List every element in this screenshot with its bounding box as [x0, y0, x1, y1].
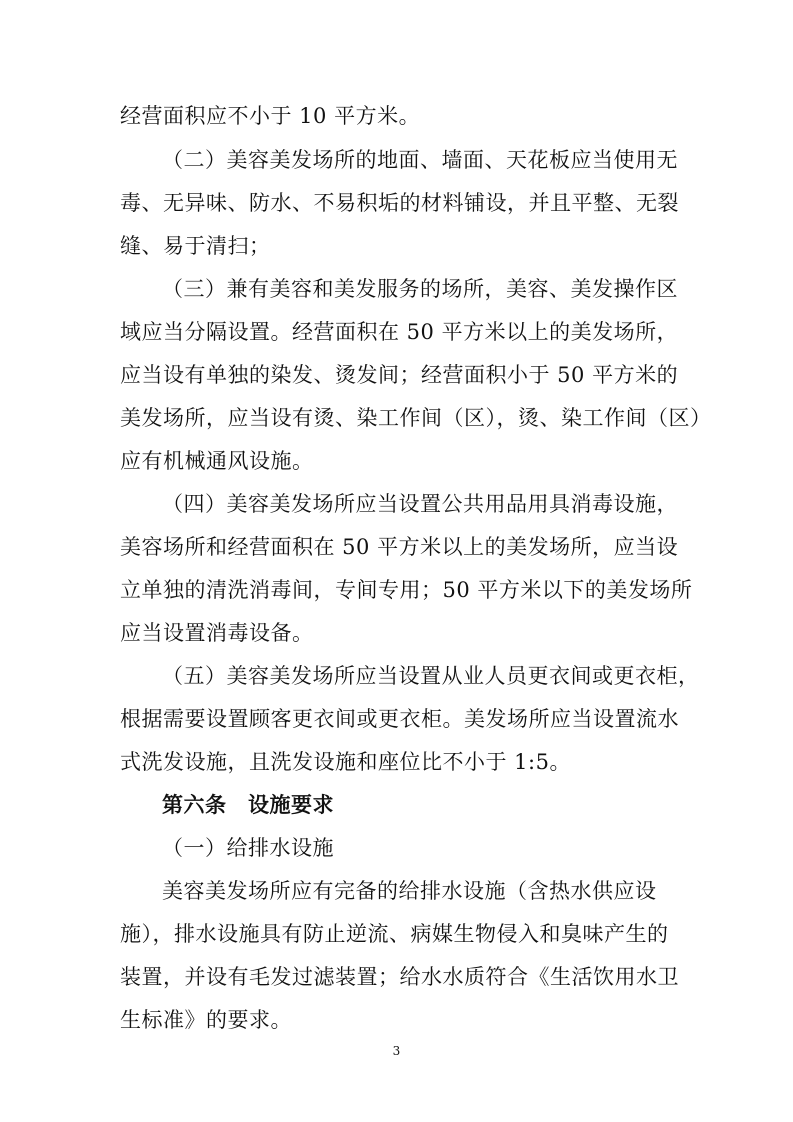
text-line: 装置，并设有毛发过滤装置；给水水质符合《生活饮用水卫 [120, 965, 679, 989]
text-line: （三）兼有美容和美发服务的场所，美容、美发操作区 [162, 277, 678, 301]
text-line: 毒、无异味、防水、不易积垢的材料铺设，并且平整、无裂 [120, 191, 679, 215]
text-line: 应有机械通风设施。 [120, 449, 314, 473]
section-heading: 第六条 设施要求 [162, 793, 334, 817]
page-number: 3 [392, 1044, 401, 1058]
subsection-heading: （一）给排水设施 [162, 836, 334, 860]
text-line: 域应当分隔设置。经营面积在 50 平方米以上的美发场所， [120, 320, 679, 344]
text-line: 美容场所和经营面积在 50 平方米以上的美发场所，应当设 [120, 535, 679, 559]
text-line: （二）美容美发场所的地面、墙面、天花板应当使用无 [162, 148, 678, 172]
text-line: 生标准》的要求。 [120, 1008, 292, 1032]
text-line: 立单独的清洗消毒间，专间专用；50 平方米以下的美发场所 [120, 578, 693, 602]
text-line: 美发场所，应当设有烫、染工作间（区），烫、染工作间（区） [120, 406, 712, 430]
text-line: 应当设有单独的染发、烫发间；经营面积小于 50 平方米的 [120, 363, 679, 387]
text-line: 缝、易于清扫； [120, 234, 271, 258]
text-line: 应当设置消毒设备。 [120, 621, 314, 645]
text-line: （五）美容美发场所应当设置从业人员更衣间或更衣柜， [162, 664, 700, 688]
text-line: 式洗发设施，且洗发设施和座位比不小于 1:5。 [120, 750, 571, 774]
text-line: 根据需要设置顾客更衣间或更衣柜。美发场所应当设置流水 [120, 707, 679, 731]
text-line: 经营面积应不小于 10 平方米。 [120, 104, 421, 128]
text-line: 美容美发场所应有完备的给排水设施（含热水供应设 [162, 879, 657, 903]
text-line: （四）美容美发场所应当设置公共用品用具消毒设施， [162, 492, 678, 516]
text-line: 施），排水设施具有防止逆流、病媒生物侵入和臭味产生的 [120, 922, 669, 946]
